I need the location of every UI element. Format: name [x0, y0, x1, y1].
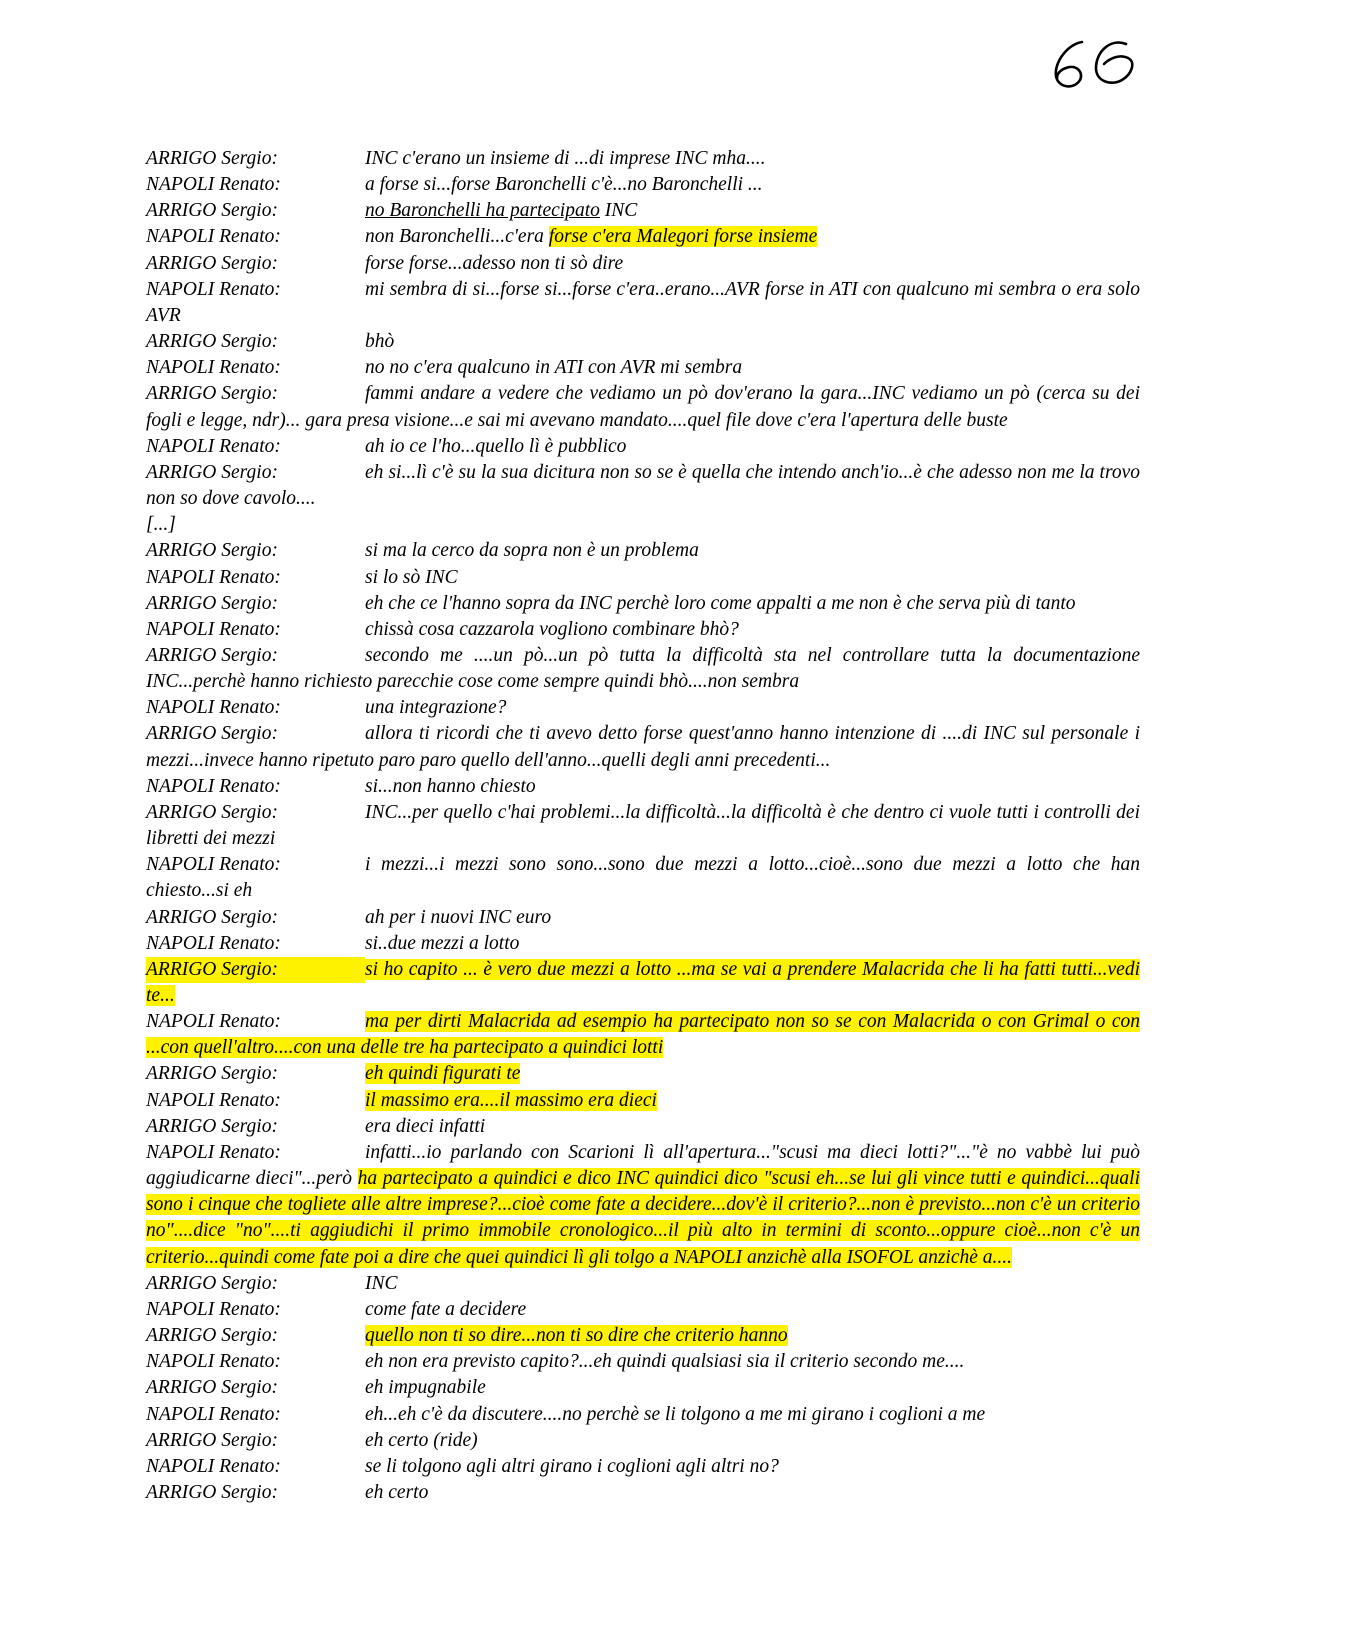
utterance-text: si ma la cerco da sopra non è un problema: [365, 540, 699, 562]
transcript-line: [146, 617, 1140, 643]
utterance-text: si ho capito ... è vero due mezzi a lotto ...ma se vai a prendere Malacrida che li ha fatti tutti...vedi te...: [146, 958, 1140, 1006]
utterance-text: allora ti ricordi che ti avevo detto forse quest'anno hanno intenzione di ....di INC sul personale i mezzi...invece hanno ripetuto paro paro quello dell'anno...quelli degli anni precedenti...: [146, 723, 1140, 771]
utterance-text: no no c'era qualcuno in ATI con AVR mi sembra: [365, 357, 743, 379]
utterance-text: INC: [365, 1272, 398, 1294]
underlined-text: no Baronchelli ha partecipato: [365, 200, 600, 222]
utterance-text: eh...eh c'è da discutere....no perchè se li tolgono a me mi girano i coglioni a me: [365, 1403, 986, 1425]
transcript-line: [146, 1349, 1140, 1375]
transcript-line: [146, 1297, 1140, 1323]
transcript-line: [146, 538, 1140, 564]
transcript-line: [146, 329, 1140, 355]
transcript-line: [146, 721, 1140, 773]
utterance-text: si..due mezzi a lotto: [365, 932, 520, 954]
transcript-line: [146, 905, 1140, 931]
transcript-line: [146, 643, 1140, 695]
speaker-name: ARRIGO Sergio:: [146, 1272, 278, 1294]
utterance-text: una integrazione?: [365, 697, 507, 719]
utterance-text: ah per i nuovi INC euro: [365, 906, 552, 928]
utterance-text: ma per dirti Malacrida ad esempio ha partecipato non so se con Malacrida o con Grimal o con ...con quell'altro....con una delle tre ha partecipato a quindici lotti: [146, 1011, 1140, 1059]
transcript-line: [146, 1140, 1140, 1271]
speaker-name: ARRIGO Sergio:: [146, 1325, 278, 1347]
utterance-text: INC c'erano un insieme di ...di imprese INC mha....: [365, 148, 766, 169]
speaker-name: NAPOLI Renato:: [146, 435, 281, 457]
speaker-name: NAPOLI Renato:: [146, 174, 281, 196]
transcript-line: [146, 1454, 1140, 1480]
transcript-line: [146, 277, 1140, 329]
speaker-name: ARRIGO Sergio:: [146, 592, 278, 614]
transcript-line: [146, 172, 1140, 198]
transcript-body: [146, 146, 1140, 1506]
utterance-text: secondo me ....un pò...un pò tutta la difficoltà sta nel controllare tutta la documentazione INC...perchè hanno richiesto parecchie cose come sempre quindi bhò....non sembra: [146, 644, 1140, 693]
utterance-text: eh quindi figurati te: [365, 1063, 521, 1085]
speaker-name: ARRIGO Sergio:: [146, 383, 278, 405]
handwritten-number-66: [1048, 34, 1144, 94]
speaker-name: ARRIGO Sergio:: [146, 957, 365, 983]
transcript-line: [146, 512, 1140, 538]
transcript-line: [146, 852, 1140, 904]
omission-marker: [...]: [146, 514, 176, 536]
speaker-name: NAPOLI Renato:: [146, 854, 281, 876]
transcript-line: [146, 355, 1140, 381]
transcript-line: [146, 198, 1140, 224]
speaker-name: ARRIGO Sergio:: [146, 723, 278, 745]
transcript-line: [146, 224, 1140, 250]
transcript-line: [146, 460, 1140, 512]
utterance-text: eh si...lì c'è su la sua dicitura non so se è quella che intendo anch'io...è che adesso non me la trovo non so dove cavolo....: [146, 461, 1140, 510]
utterance-text: i mezzi...i mezzi sono sono...sono due mezzi a lotto...cioè...sono due mezzi a lotto che han chiesto...si eh: [146, 854, 1140, 902]
transcript-line: [146, 1061, 1140, 1087]
utterance-text: come fate a decidere: [365, 1298, 527, 1320]
speaker-name: ARRIGO Sergio:: [146, 461, 278, 483]
transcript-line: [146, 1480, 1140, 1506]
transcript-line: [146, 591, 1140, 617]
speaker-name: NAPOLI Renato:: [146, 618, 281, 640]
utterance-text: a forse si...forse Baronchelli c'è...no Baronchelli ...: [365, 174, 763, 196]
transcript-line: [146, 381, 1140, 433]
transcript-line: [146, 1009, 1140, 1061]
transcript-line: [146, 1428, 1140, 1454]
utterance-text: il massimo era....il massimo era dieci: [365, 1089, 657, 1111]
utterance-text: eh che ce l'hanno sopra da INC perchè loro come appalti a me non è che serva più di tanto: [365, 592, 1076, 614]
transcript-line: [146, 434, 1140, 460]
transcript-line: [146, 146, 1140, 172]
speaker-name: ARRIGO Sergio:: [146, 252, 278, 274]
transcript-line: [146, 1114, 1140, 1140]
speaker-name: ARRIGO Sergio:: [146, 1063, 278, 1085]
speaker-name: ARRIGO Sergio:: [146, 801, 278, 823]
transcript-line: [146, 931, 1140, 957]
transcript-line: [146, 695, 1140, 721]
speaker-name: ARRIGO Sergio:: [146, 200, 278, 222]
handwritten-page-number: [1048, 34, 1144, 94]
highlighted-text: ha partecipato a quindici e dico INC quindici dico "scusi eh...se lui gli vince tutti e quindici...quali sono i cinque che togliete alle altre imprese?...cioè come fate a decidere...dov'è il criterio?...non è previsto...non c'è un criterio no"....dice "no"....ti aggiudichi il primo immobile cronologico...il più alto in termini di sconto...oppure cioè...non c'è un criterio...quindi come fate poi a dire che quei quindici lì gli tolgo a NAPOLI anzichè alla ISOFOL anzichè a....: [146, 1168, 1140, 1268]
speaker-name: NAPOLI Renato:: [146, 697, 281, 719]
speaker-name: NAPOLI Renato:: [146, 226, 281, 248]
utterance-text: fammi andare a vedere che vediamo un pò dov'erano la gara...INC vediamo un pò (cerca su dei fogli e legge, ndr)... gara presa visione...e sai mi avevano mandato....quel file dove c'era l'apertura delle buste: [146, 383, 1140, 431]
speaker-name: ARRIGO Sergio:: [146, 540, 278, 562]
utterance-text: eh certo: [365, 1481, 429, 1503]
utterance-text: INC: [599, 200, 638, 222]
speaker-name: NAPOLI Renato:: [146, 1351, 281, 1373]
speaker-name: NAPOLI Renato:: [146, 1455, 281, 1477]
utterance-text: si lo sò INC: [365, 566, 458, 588]
utterance-text: eh impugnabile: [365, 1377, 486, 1399]
utterance-text: infatti...io parlando con Scarioni lì all'apertura..."scusi ma dieci lotti?"..."è no vabbè lui può aggiudicarne dieci"...però: [146, 1141, 1140, 1190]
utterance-text: mi sembra di si...forse si...forse c'era..erano...AVR forse in ATI con qualcuno mi sembra o era solo AVR: [146, 278, 1140, 326]
speaker-name: ARRIGO Sergio:: [146, 331, 278, 353]
speaker-name: NAPOLI Renato:: [146, 1141, 281, 1163]
utterance-text: non Baronchelli...c'era: [365, 226, 549, 248]
transcript-line: [146, 1375, 1140, 1401]
speaker-name: NAPOLI Renato:: [146, 1089, 281, 1111]
utterance-text: chissà cosa cazzarola vogliono combinare bhò?: [365, 618, 739, 640]
speaker-name: NAPOLI Renato:: [146, 1011, 281, 1033]
utterance-text: si...non hanno chiesto: [365, 775, 536, 797]
utterance-text: eh certo (ride): [365, 1429, 478, 1451]
transcript-line: [146, 1271, 1140, 1297]
transcript-line: [146, 774, 1140, 800]
transcript-line: [146, 565, 1140, 591]
utterance-text: se li tolgono agli altri girano i coglioni agli altri no?: [365, 1455, 779, 1477]
speaker-name: NAPOLI Renato:: [146, 1298, 281, 1320]
transcript-line: [146, 800, 1140, 852]
utterance-text: era dieci infatti: [365, 1115, 486, 1137]
utterance-text: INC...per quello c'hai problemi...la difficoltà...la difficoltà è che dentro ci vuole tutti i controlli dei libretti dei mezzi: [146, 801, 1140, 850]
speaker-name: NAPOLI Renato:: [146, 278, 281, 300]
highlighted-text: forse c'era Malegori forse insieme: [548, 226, 818, 248]
speaker-name: NAPOLI Renato:: [146, 566, 281, 588]
speaker-name: ARRIGO Sergio:: [146, 1377, 278, 1399]
transcript-line: [146, 1402, 1140, 1428]
utterance-text: eh non era previsto capito?...eh quindi qualsiasi sia il criterio secondo me....: [365, 1351, 965, 1373]
speaker-name: NAPOLI Renato:: [146, 357, 281, 379]
transcript-line: [146, 1323, 1140, 1349]
speaker-name: ARRIGO Sergio:: [146, 148, 278, 169]
utterance-text: ah io ce l'ho...quello lì è pubblico: [365, 435, 627, 457]
speaker-name: NAPOLI Renato:: [146, 775, 281, 797]
speaker-name: ARRIGO Sergio:: [146, 1115, 278, 1137]
speaker-name: ARRIGO Sergio:: [146, 1481, 278, 1503]
speaker-name: ARRIGO Sergio:: [146, 644, 278, 666]
speaker-name: NAPOLI Renato:: [146, 932, 281, 954]
utterance-text: forse forse...adesso non ti sò dire: [365, 252, 624, 274]
speaker-name: NAPOLI Renato:: [146, 1403, 281, 1425]
utterance-text: quello non ti so dire...non ti so dire che criterio hanno: [365, 1325, 788, 1347]
transcript-line: [146, 1088, 1140, 1114]
utterance-text: bhò: [365, 331, 395, 353]
speaker-name: ARRIGO Sergio:: [146, 1429, 278, 1451]
transcript-line: [146, 251, 1140, 277]
speaker-name: ARRIGO Sergio:: [146, 906, 278, 928]
transcript-line: [146, 957, 1140, 1009]
